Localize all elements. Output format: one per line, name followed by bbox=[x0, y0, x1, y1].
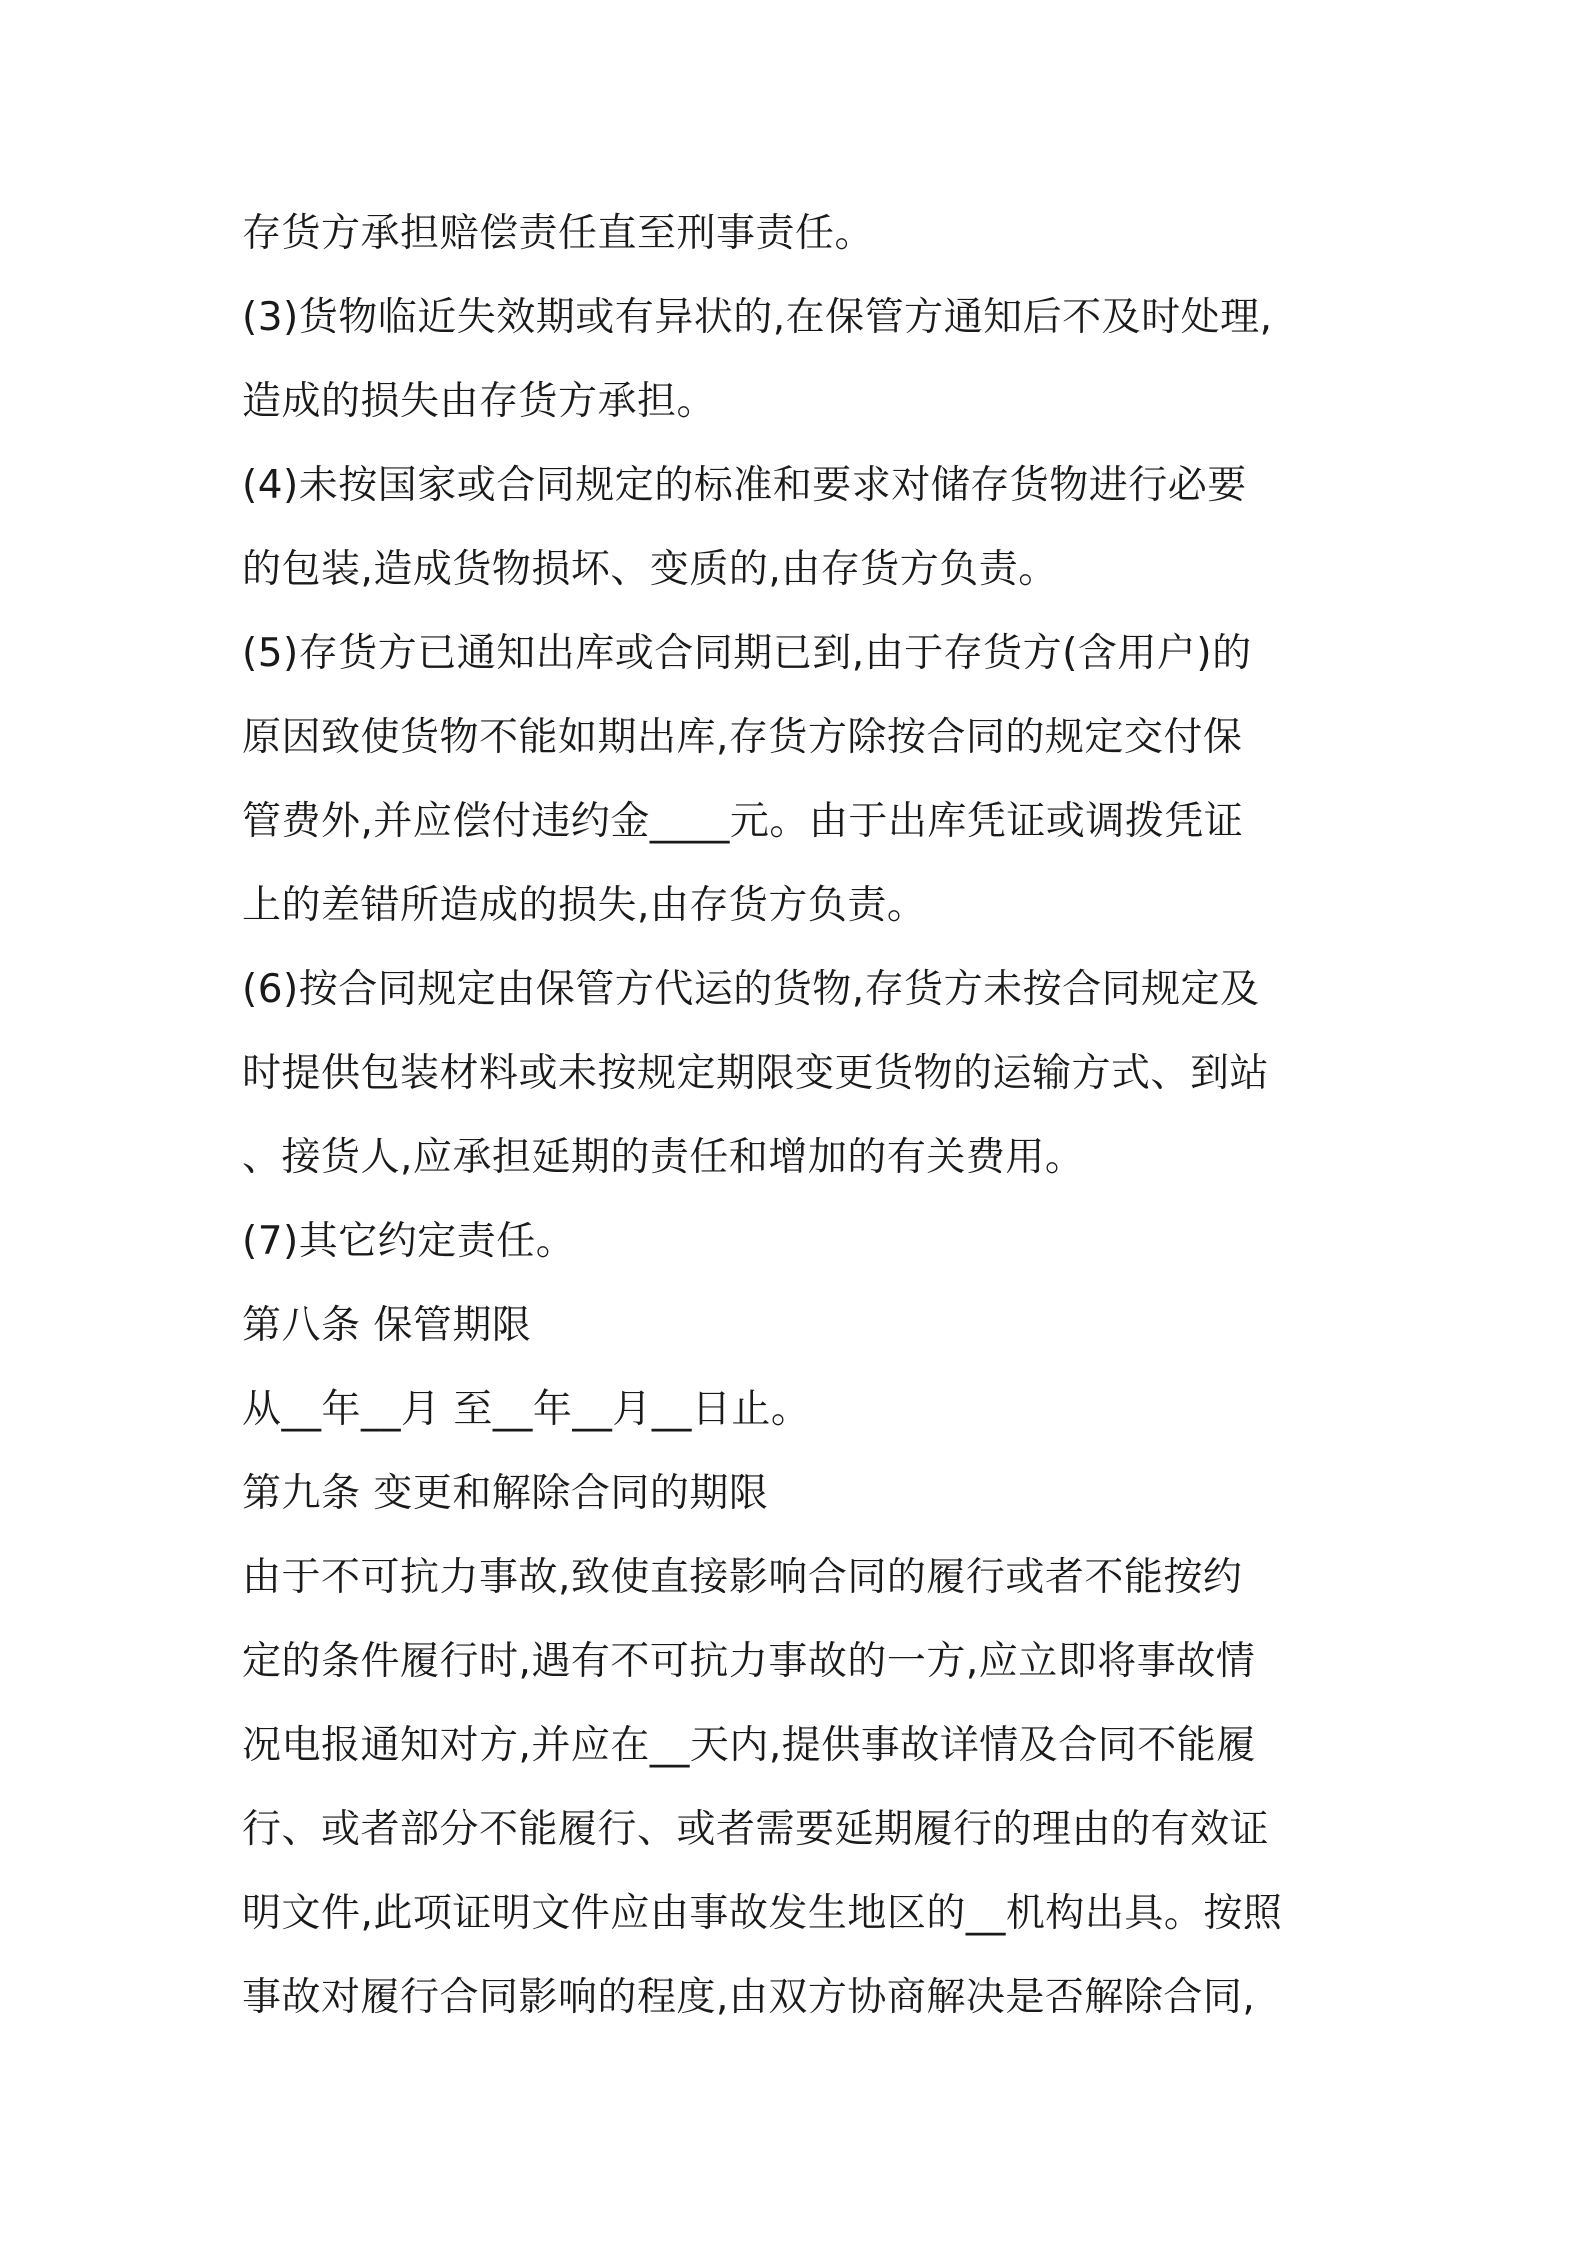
text-line: 、接货人,应承担延期的责任和增加的有关费用。 bbox=[242, 1135, 1085, 1180]
text-line: (4)未按国家或合同规定的标准和要求对储存货物进行必要 bbox=[242, 463, 1247, 508]
text-line: 管费外,并应偿付违约金____元。由于出库凭证或调拨凭证 bbox=[242, 799, 1244, 844]
text-line: (3)货物临近失效期或有异状的,在保管方通知后不及时处理, bbox=[242, 295, 1273, 340]
text-line: 由于不可抗力事故,致使直接影响合同的履行或者不能按约 bbox=[242, 1555, 1243, 1600]
document-body bbox=[242, 192, 1362, 2040]
text-line: 定的条件履行时,遇有不可抗力事故的一方,应立即将事故情 bbox=[242, 1639, 1256, 1684]
text-line: (7)其它约定责任。 bbox=[242, 1219, 576, 1264]
text-line: 事故对履行合同影响的程度,由双方协商解决是否解除合同, bbox=[242, 1975, 1256, 2020]
text-line: 原因致使货物不能如期出库,存货方除按合同的规定交付保 bbox=[242, 715, 1243, 760]
section-heading: 第八条 保管期限 bbox=[242, 1303, 532, 1348]
text-line: 时提供包装材料或未按规定期限变更货物的运输方式、到站 bbox=[242, 1051, 1270, 1096]
text-line: 行、或者部分不能履行、或者需要延期履行的理由的有效证 bbox=[242, 1807, 1270, 1852]
text-line: 造成的损失由存货方承担。 bbox=[242, 379, 717, 424]
section-heading: 第九条 变更和解除合同的期限 bbox=[242, 1471, 769, 1516]
text-line: 存货方承担赔偿责任直至刑事责任。 bbox=[242, 211, 875, 256]
text-line: 况电报通知对方,并应在__天内,提供事故详情及合同不能履 bbox=[242, 1723, 1256, 1768]
text-line: 明文件,此项证明文件应由事故发生地区的__机构出具。按照 bbox=[242, 1891, 1283, 1936]
text-line: 从__年__月 至__年__月__日止。 bbox=[242, 1387, 811, 1432]
text-line: 的包装,造成货物损坏、变质的,由存货方负责。 bbox=[242, 547, 1058, 592]
text-line: (5)存货方已通知出库或合同期已到,由于存货方(含用户)的 bbox=[242, 631, 1252, 676]
text-line: (6)按合同规定由保管方代运的货物,存货方未按合同规定及 bbox=[242, 967, 1260, 1012]
text-line: 上的差错所造成的损失,由存货方负责。 bbox=[242, 883, 927, 928]
